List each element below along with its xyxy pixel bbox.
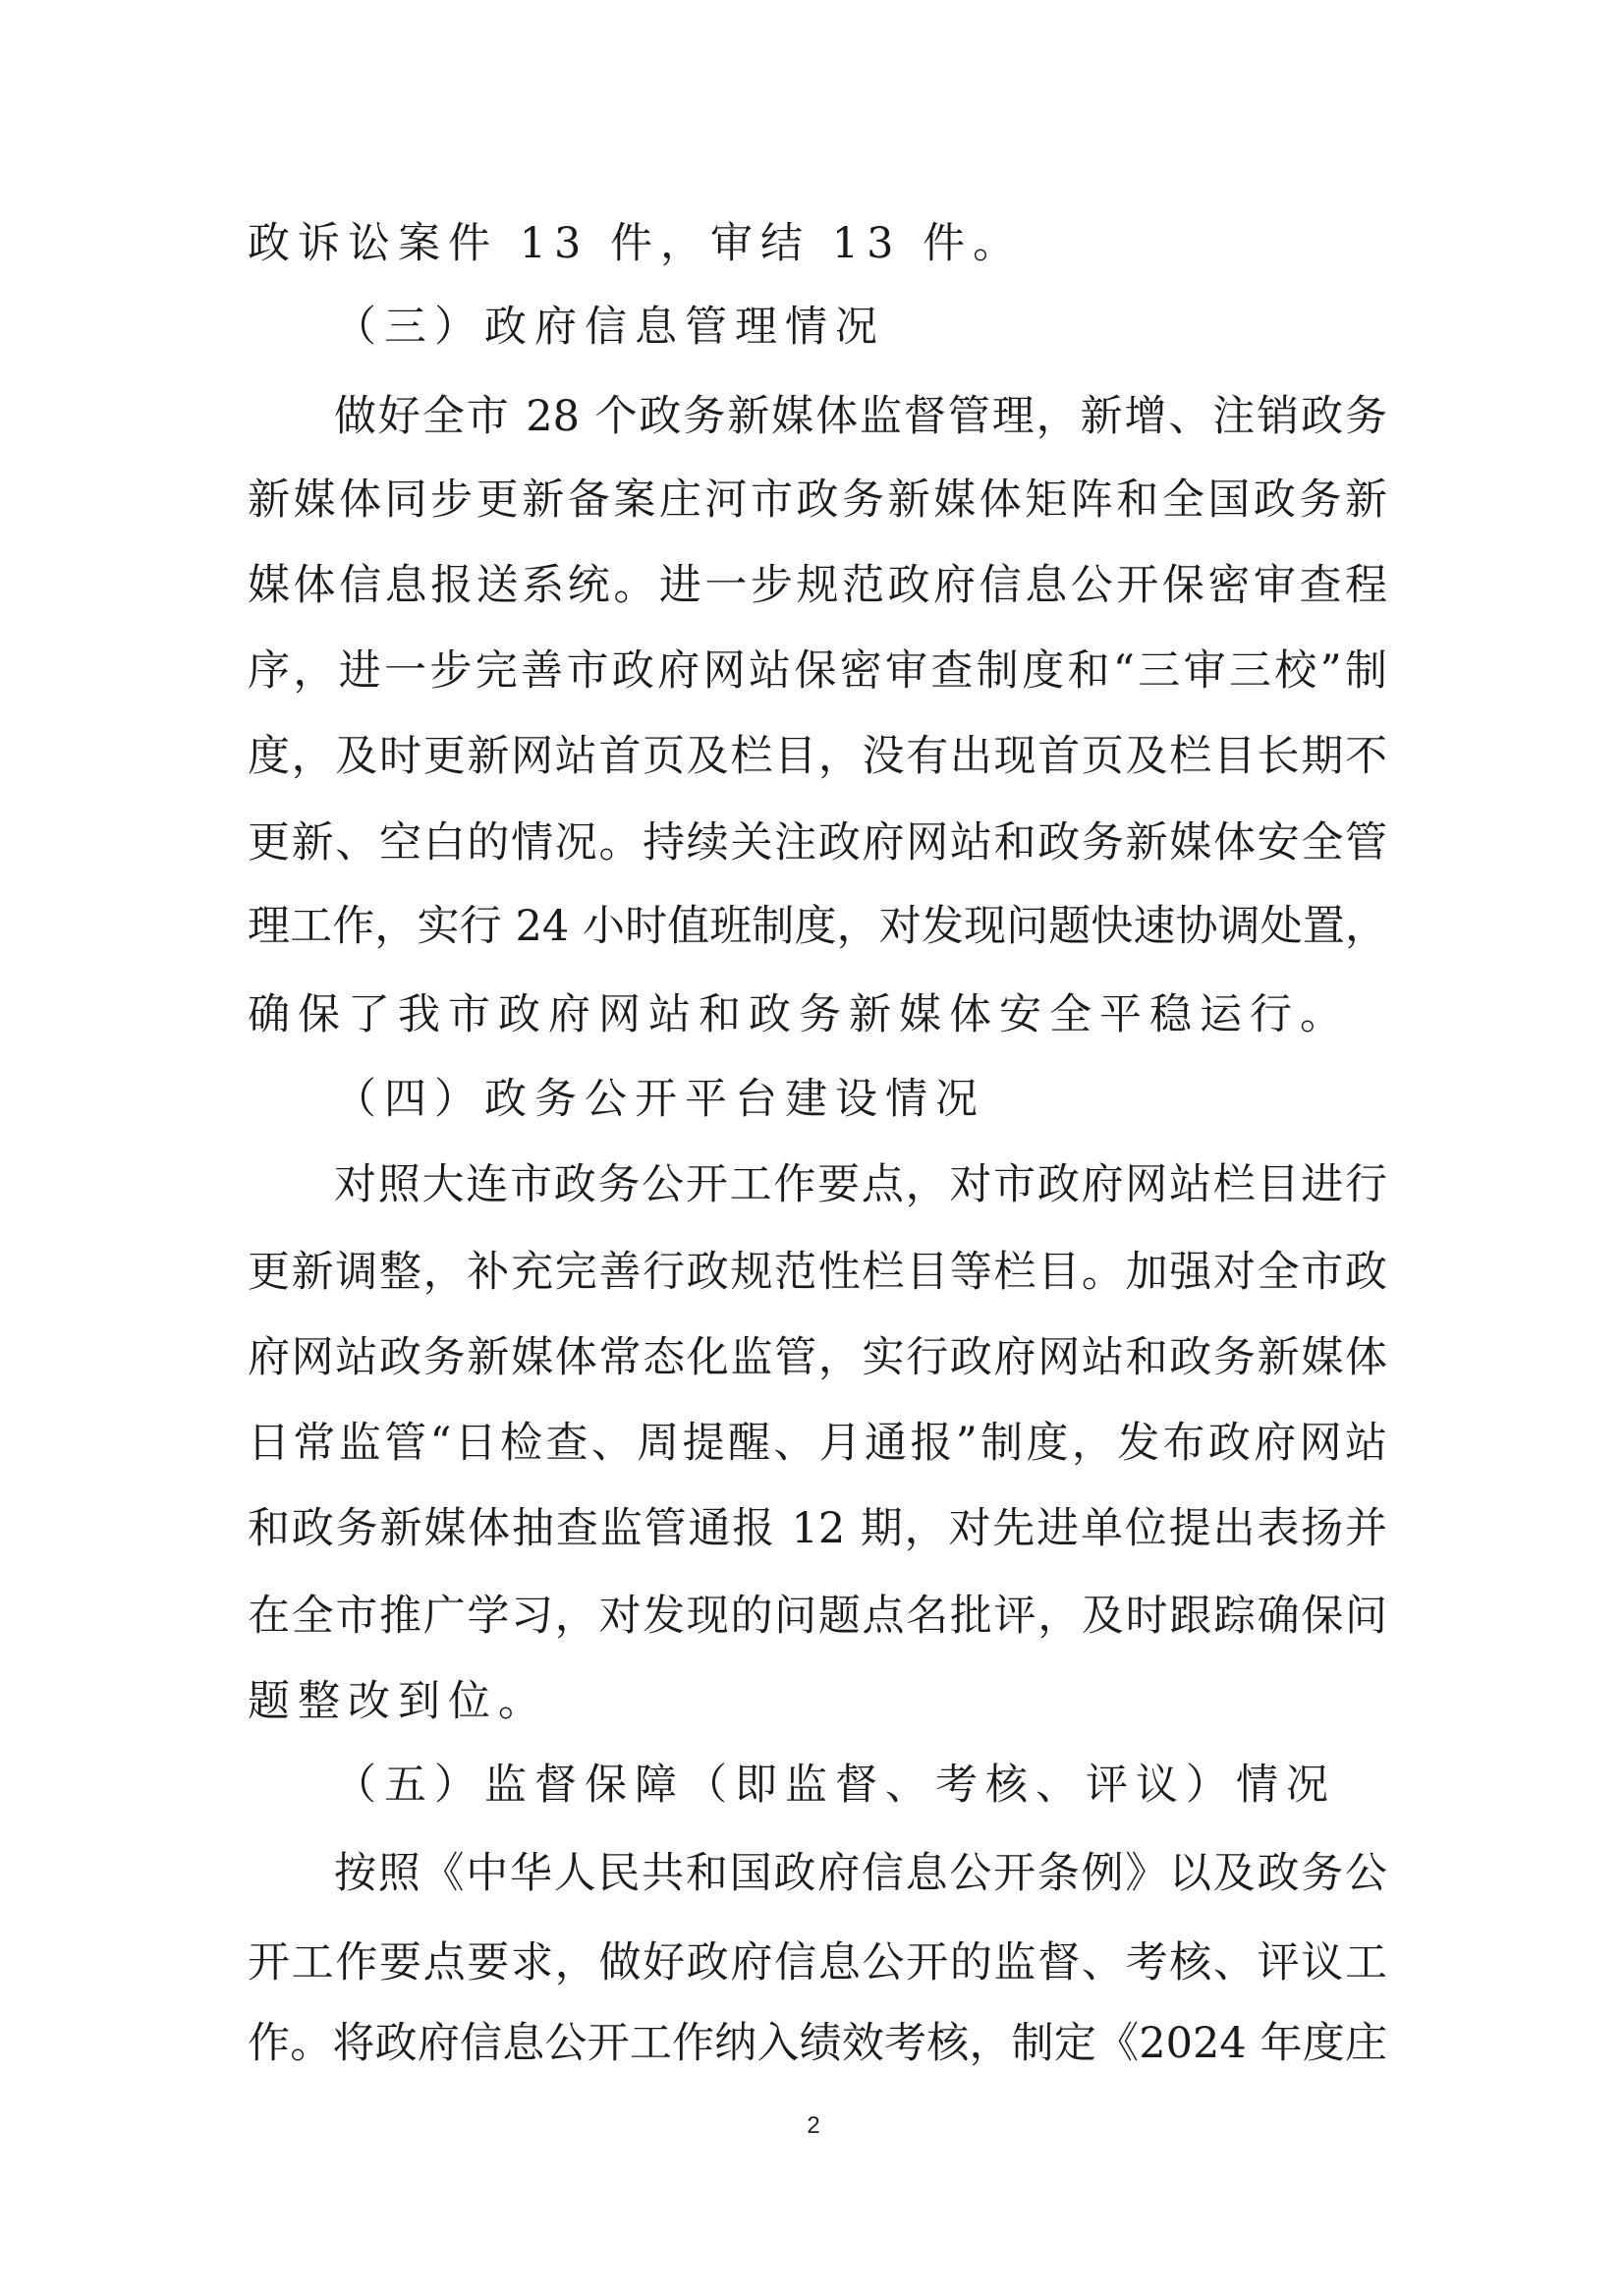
section-heading: （五）监督保障（即监督、考核、评议）情况 — [334, 1761, 1336, 1810]
body-text-line: 序，进一步完善市政府网站保密审查制度和“三审三校”制 — [248, 646, 1387, 696]
section-heading: （四）政务公开平台建设情况 — [334, 1075, 985, 1124]
body-text-line: 在全市推广学习，对发现的问题点名批评，及时跟踪确保问 — [248, 1592, 1387, 1641]
body-text-line: 新媒体同步更新备案庄河市政务新媒体矩阵和全国政务新 — [248, 476, 1387, 525]
body-text-line: 媒体信息报送系统。进一步规范政府信息公开保密审查程 — [248, 561, 1387, 610]
body-text-line: 开工作要点要求，做好政府信息公开的监督、考核、评议工 — [248, 1938, 1387, 1988]
body-text-line: 确保了我市政府网站和政务新媒体安全平稳运行。 — [248, 990, 1350, 1039]
body-text-line: 更新、空白的情况。持续关注政府网站和政务新媒体安全管 — [248, 818, 1387, 868]
body-text-line: 府网站政务新媒体常态化监管，实行政府网站和政务新媒体 — [248, 1333, 1387, 1382]
body-text-line: 日常监管“日检查、周提醒、月通报”制度，发布政府网站 — [248, 1419, 1387, 1468]
body-text-line: 按照《中华人民共和国政府信息公开条例》以及政务公 — [334, 1849, 1387, 1898]
body-text-line: 和政务新媒体抽查监管通报 12 期，对先进单位提出表扬并 — [248, 1504, 1387, 1553]
section-heading: （三）政府信息管理情况 — [334, 303, 885, 352]
body-text-line: 理工作，实行 24 小时值班制度，对发现问题快速协调处置， — [248, 902, 1387, 951]
body-text-line: 对照大连市政务公开工作要点，对市政府网站栏目进行 — [334, 1160, 1387, 1209]
body-text-line: 政诉讼案件 13 件，审结 13 件。 — [248, 219, 1024, 268]
body-text-line: 度，及时更新网站首页及栏目，没有出现首页及栏目长期不 — [248, 732, 1387, 781]
body-text-line: 更新调整，补充完善行政规范性栏目等栏目。加强对全市政 — [248, 1248, 1387, 1297]
body-text-line: 做好全市 28 个政务新媒体监督管理，新增、注销政务 — [334, 392, 1387, 441]
page-number: 2 — [807, 2112, 820, 2139]
body-text-line: 题整改到位。 — [248, 1677, 548, 1726]
body-text-line: 作。将政府信息公开工作纳入绩效考核，制定《2024 年度庄 — [248, 2019, 1387, 2068]
